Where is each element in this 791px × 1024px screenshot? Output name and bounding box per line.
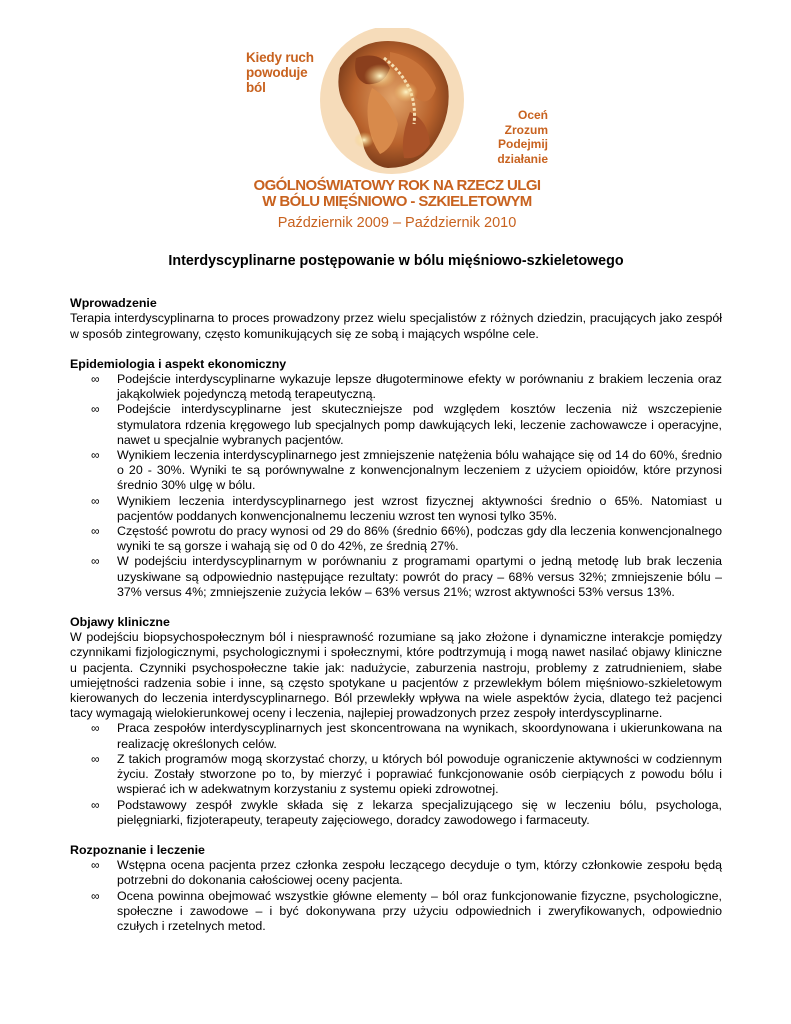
section-paragraph: Terapia interdyscyplinarna to proces prowadzony przez wielu specjalistów z różnych dziedzin, pracujących jako zespół w sposób zintegrowany, często komunikujących się ze sobą i mających wspólne cele.: [70, 311, 722, 341]
tagline-left: [246, 50, 314, 95]
section-heading: Wprowadzenie: [70, 296, 157, 311]
tagline-right-line: działanie: [497, 151, 548, 166]
tagline-left-line: powoduje: [246, 65, 308, 80]
list-item: [70, 554, 722, 600]
section-clinical-symptoms: [70, 615, 722, 828]
list-item-text: Wstępna ocena pacjenta przez członka zespołu leczącego decyduje o tym, którzy członkowie zespołu będą potrzebni do dokonania całościowej oceny pacjenta.: [117, 858, 722, 888]
infinity-bullet-icon: ∞: [91, 554, 100, 569]
infinity-bullet-icon: ∞: [91, 888, 100, 903]
list-item: [70, 798, 722, 828]
crouching-figure-anatomy-icon: [320, 28, 465, 176]
section-heading: Objawy kliniczne: [70, 615, 170, 630]
tagline-right: [497, 108, 548, 166]
infinity-bullet-icon: ∞: [91, 858, 100, 873]
infinity-bullet-icon: ∞: [91, 372, 100, 387]
section-diagnosis-treatment: [70, 843, 722, 934]
list-item: [70, 402, 722, 448]
tagline-right-line: Zrozum: [504, 122, 548, 137]
list-item-text: Wynikiem leczenia interdyscyplinarnego jest wzrost fizycznej aktywności średnio o 65%. Natomiast u pacjentów poddanych konwencjonalnemu leczeniu wzrost ten wynosi tylko 35%.: [117, 493, 722, 523]
list-item-text: Wynikiem leczenia interdyscyplinarnego jest zmniejszenie natężenia bólu wahające się od 14 do 60%, średnio o 20 - 30%. Wyniki te są porównywalne z konwencjonalnym leczeniem z użyciem opioidów, które przynosi średnio 30% ulgę w bólu.: [117, 448, 722, 493]
bullet-list: [70, 721, 722, 827]
section-introduction: [70, 296, 722, 342]
list-item: [70, 448, 722, 494]
section-heading: Epidemiologia i aspekt ekonomiczny: [70, 356, 287, 371]
infinity-bullet-icon: ∞: [91, 402, 100, 417]
campaign-logo: [238, 28, 552, 260]
list-item: [70, 372, 722, 402]
document-body: [70, 254, 722, 949]
list-item: [70, 889, 722, 935]
list-item-text: Podejście interdyscyplinarne wykazuje lepsze długoterminowe efekty w porównaniu z brakiem leczenia oraz jakąkolwiek pojedynczą metodą terapeutyczną.: [117, 372, 722, 402]
section-epidemiology: [70, 357, 722, 600]
tagline-right-line: Oceń: [517, 108, 548, 122]
list-item-text: Ocena powinna obejmować wszystkie główne elementy – ból oraz funkcjonowanie fizyczne, psychologiczne, społeczne i zawodowe – i być dokonywana przy użyciu odpowiednich i zweryfikowanych, odpowiednio czułych i rzetelnych metod.: [117, 888, 722, 933]
list-item: [70, 858, 722, 888]
list-item: [70, 524, 722, 554]
infinity-bullet-icon: ∞: [91, 524, 100, 539]
infinity-bullet-icon: ∞: [91, 797, 100, 812]
infinity-bullet-icon: ∞: [91, 448, 100, 463]
list-item-text: Podejście interdyscyplinarne jest skuteczniejsze pod względem kosztów leczenia niż wszczepienie stymulatora rdzenia kręgowego lub specjalnych pomp dawkujących leki, leczenie zachowawcze i operacyjne, nawet u specjalnie wybranych pacjentów.: [117, 402, 722, 447]
bullet-list: [70, 372, 722, 600]
document-title: Interdyscyplinarne postępowanie w bólu mięśniowo-szkieletowego: [168, 253, 624, 269]
infinity-bullet-icon: ∞: [91, 751, 100, 766]
list-item: [70, 721, 722, 751]
infinity-bullet-icon: ∞: [91, 721, 100, 736]
infinity-bullet-icon: ∞: [91, 493, 100, 508]
campaign-dates: Październik 2009 – Październik 2010: [277, 215, 517, 231]
campaign-title: [244, 178, 550, 210]
list-item-text: Praca zespołów interdyscyplinarnych jest skoncentrowana na wynikach, skoordynowana i ukierunkowana na realizację określonych celów.: [117, 721, 722, 751]
tagline-right-line: Podejmij: [497, 137, 548, 151]
list-item: [70, 752, 722, 798]
campaign-title-line: W BÓLU MIĘŚNIOWO - SZKIELETOWYM: [262, 193, 532, 210]
tagline-left-line: ból: [246, 80, 266, 95]
list-item-text: Częstość powrotu do pracy wynosi od 29 do 86% (średnio 66%), podczas gdy dla leczenia konwencjonalnego wyniki te są gorsze i wahają się od 0 do 42%, ze średnią 27%.: [117, 524, 722, 554]
bullet-list: [70, 858, 722, 934]
list-item-text: W podejściu interdyscyplinarnym w porównaniu z programami opartymi o jedną metodę lub brak leczenia uzyskiwane są odpowiednio następujące rezultaty: powrót do pracy – 68% versus 32%; zmniejszenie bólu – 37% versus 4%; zmniejszenie zużycia leków – 63% versus 21%; wzrost aktywności 53% versus 13%.: [117, 554, 722, 599]
campaign-title-line: OGÓLNOŚWIATOWY ROK NA RZECZ ULGI: [253, 177, 541, 194]
tagline-left-line: Kiedy ruch: [246, 50, 314, 65]
list-item-text: Z takich programów mogą skorzystać chorzy, u których ból powoduje ograniczenie aktywności w codziennym życiu. Zostały stworzone po to, by mierzyć i poprawiać funkcjonowanie osób cierpiących z powodu bólu i wspierać ich w adekwatnym korzystaniu z systemu opieki zdrowotnej.: [117, 751, 722, 797]
section-heading: Rozpoznanie i leczenie: [70, 842, 205, 857]
section-paragraph: W podejściu biopsychospołecznym ból i niesprawność rozumiane są jako złożone i dynamiczne interakcje pomiędzy czynnikami fizjologicznymi, psychologicznymi i społecznymi, które podtrzymują i mogą nawet nasilać objawy kliniczne u pacjenta. Czynniki psychospołeczne takie jak: nadużycie, zaburzenia nastroju, problemy z zatrudnieniem, słabe umiejętności radzenia sobie i inne, są często spotykane u pacjentów z przewlekłym bólem mięśniowo-szkieletowym kierowanych do leczenia interdyscyplinarnego. Ból przewlekły wpływa na wiele aspektów życia, dlatego też pacjenci tacy wymagają wielokierunkowej oceny i leczenia, najlepiej prowadzonych przez zespoły interdyscyplinarne.: [70, 630, 722, 721]
list-item-text: Podstawowy zespół zwykle składa się z lekarza specjalizującego się w leczeniu bólu, psychologa, pielęgniarki, fizjoterapeuty, terapeuty zajęciowego, doradcy zawodowego i farmaceuty.: [117, 797, 722, 827]
list-item: [70, 494, 722, 524]
